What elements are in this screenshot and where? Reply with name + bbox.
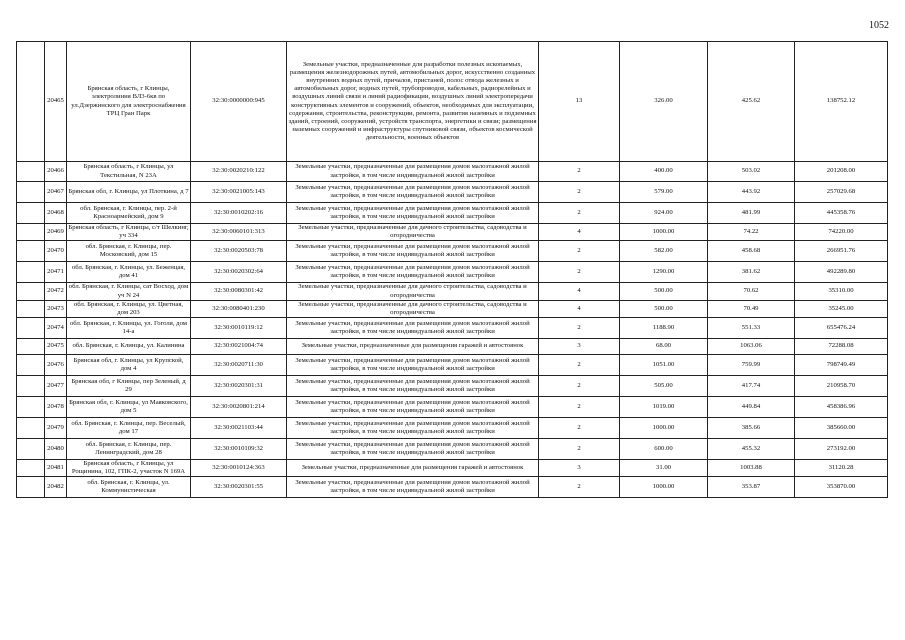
table-row xyxy=(17,162,888,182)
use-group-cell: 2 xyxy=(539,477,620,498)
area-cell: 1000.00 xyxy=(620,418,708,439)
use-group-cell: 2 xyxy=(539,355,620,376)
table-row xyxy=(17,318,888,339)
cadastral-number-cell: 32:30:0080301:42 xyxy=(191,283,287,300)
specific-value-cell: 1003.88 xyxy=(708,460,795,477)
table-row xyxy=(17,241,888,262)
table-row xyxy=(17,203,888,224)
cadastral-value-cell: 35310.00 xyxy=(795,283,888,300)
address-cell: обл. Брянская, г. Клинцы, пер. Московский, дом 15 xyxy=(67,241,191,262)
cadastral-value-cell: 655476.24 xyxy=(795,318,888,339)
land-use-cell: Земельные участки, предназначенные для размещения домов малоэтажной жилой застройки, в том числе индивидуальной жилой застройки xyxy=(287,182,539,203)
address-cell: обл. Брянская, г. Клинцы, ул. Калинина xyxy=(67,339,191,355)
table-row xyxy=(17,397,888,418)
area-cell: 1290.00 xyxy=(620,262,708,283)
specific-value-cell: 425.62 xyxy=(708,42,795,162)
area-cell: 1019.00 xyxy=(620,397,708,418)
cadastral-value-cell: 31120.28 xyxy=(795,460,888,477)
specific-value-cell: 385.66 xyxy=(708,418,795,439)
specific-value-cell: 503.02 xyxy=(708,162,795,182)
land-use-cell: Земельные участки, предназначенные для размещения домов малоэтажной жилой застройки, в том числе индивидуальной жилой застройки xyxy=(287,397,539,418)
row-number-cell: 20476 xyxy=(45,355,67,376)
specific-value-cell: 481.99 xyxy=(708,203,795,224)
address-cell: Брянская обл, г. Клинцы, ул Маяковского, дом 5 xyxy=(67,397,191,418)
cadastral-value-table xyxy=(16,41,888,498)
cadastral-value-cell: 353870.00 xyxy=(795,477,888,498)
use-group-cell: 2 xyxy=(539,241,620,262)
area-cell: 1000.00 xyxy=(620,224,708,241)
cadastral-number-cell: 32:30:0020210:122 xyxy=(191,162,287,182)
cadastral-value-cell: 257029.68 xyxy=(795,182,888,203)
cadastral-value-cell: 138752.12 xyxy=(795,42,888,162)
cadastral-value-cell: 458386.96 xyxy=(795,397,888,418)
cadastral-value-cell: 445358.76 xyxy=(795,203,888,224)
cadastral-value-cell: 210958.70 xyxy=(795,376,888,397)
use-group-cell: 4 xyxy=(539,224,620,241)
specific-value-cell: 381.62 xyxy=(708,262,795,283)
row-number-cell: 20482 xyxy=(45,477,67,498)
table-row xyxy=(17,182,888,203)
empty-cell xyxy=(17,418,45,439)
cadastral-value-cell: 201208.00 xyxy=(795,162,888,182)
land-use-cell: Земельные участки, предназначенные для размещения гаражей и автостоянок xyxy=(287,339,539,355)
specific-value-cell: 759.99 xyxy=(708,355,795,376)
area-cell: 924.00 xyxy=(620,203,708,224)
specific-value-cell: 455.32 xyxy=(708,439,795,460)
specific-value-cell: 458.68 xyxy=(708,241,795,262)
land-use-cell: Земельные участки, предназначенные для размещения домов малоэтажной жилой застройки, в том числе индивидуальной жилой застройки xyxy=(287,318,539,339)
cadastral-number-cell: 32:30:0010202:16 xyxy=(191,203,287,224)
cadastral-value-cell: 72288.08 xyxy=(795,339,888,355)
specific-value-cell: 417.74 xyxy=(708,376,795,397)
cadastral-number-cell: 32:30:0021103:44 xyxy=(191,418,287,439)
row-number-cell: 20470 xyxy=(45,241,67,262)
area-cell: 600.00 xyxy=(620,439,708,460)
row-number-cell: 20469 xyxy=(45,224,67,241)
empty-cell xyxy=(17,477,45,498)
address-cell: Брянская обл, г. Клинцы, ул Крупской, дом 4 xyxy=(67,355,191,376)
use-group-cell: 2 xyxy=(539,418,620,439)
address-cell: Брянская обл, г Клинцы, пер Зеленый, д 29 xyxy=(67,376,191,397)
land-use-cell: Земельные участки, предназначенные для размещения домов малоэтажной жилой застройки, в том числе индивидуальной жилой застройки xyxy=(287,355,539,376)
empty-cell xyxy=(17,318,45,339)
specific-value-cell: 353.87 xyxy=(708,477,795,498)
address-cell: обл. Брянская, г. Клинцы, ул. Беженцая, дом 41 xyxy=(67,262,191,283)
empty-cell xyxy=(17,42,45,162)
land-use-cell: Земельные участки, предназначенные для размещения домов малоэтажной жилой застройки, в том числе индивидуальной жилой застройки xyxy=(287,477,539,498)
row-number-cell: 20473 xyxy=(45,300,67,317)
use-group-cell: 2 xyxy=(539,318,620,339)
use-group-cell: 13 xyxy=(539,42,620,162)
cadastral-number-cell: 32:30:0020801:214 xyxy=(191,397,287,418)
cadastral-number-cell: 32:30:0021005:143 xyxy=(191,182,287,203)
row-number-cell: 20481 xyxy=(45,460,67,477)
table-row xyxy=(17,262,888,283)
area-cell: 579.00 xyxy=(620,182,708,203)
address-cell: Брянская обл, г. Клинцы, ул Плоткина, д 7 xyxy=(67,182,191,203)
area-cell: 1000.00 xyxy=(620,477,708,498)
use-group-cell: 2 xyxy=(539,162,620,182)
use-group-cell: 2 xyxy=(539,203,620,224)
empty-cell xyxy=(17,376,45,397)
cadastral-value-cell: 35245.00 xyxy=(795,300,888,317)
empty-cell xyxy=(17,300,45,317)
area-cell: 500.00 xyxy=(620,283,708,300)
row-number-cell: 20467 xyxy=(45,182,67,203)
use-group-cell: 2 xyxy=(539,397,620,418)
empty-cell xyxy=(17,283,45,300)
address-cell: Брянская область, г Клинцы, с/т Шелкинг, уч 334 xyxy=(68,224,189,240)
address-cell: Брянская область, г Клинцы, ул Текстильная, N 23А xyxy=(67,162,191,182)
empty-cell xyxy=(17,182,45,203)
table-row xyxy=(17,339,888,355)
specific-value-cell: 551.33 xyxy=(708,318,795,339)
cadastral-value-cell: 492289.80 xyxy=(795,262,888,283)
use-group-cell: 2 xyxy=(539,439,620,460)
table-row xyxy=(17,355,888,376)
address-cell: обл. Брянская, г. Клинцы, пер. Ленинградский, дом 28 xyxy=(67,439,191,460)
cadastral-number-cell: 32:30:0021004:74 xyxy=(191,339,287,355)
land-use-cell: Земельные участки, предназначенные для дачного строительства, садоводства и огородничества xyxy=(287,300,539,317)
land-use-cell: Земельные участки, предназначенные для размещения домов малоэтажной жилой застройки, в том числе индивидуальной жилой застройки xyxy=(287,162,539,182)
cadastral-value-cell: 385660.00 xyxy=(795,418,888,439)
cadastral-value-cell: 266951.76 xyxy=(795,241,888,262)
table-row xyxy=(17,477,888,498)
specific-value-cell: 70.49 xyxy=(708,300,795,317)
row-number-cell: 20478 xyxy=(45,397,67,418)
table-row xyxy=(17,42,888,162)
cadastral-number-cell: 32:30:0000000:945 xyxy=(191,42,287,162)
table-row xyxy=(17,283,888,300)
land-use-cell: Земельные участки, предназначенные для размещения домов малоэтажной жилой застройки, в том числе индивидуальной жилой застройки xyxy=(287,418,539,439)
area-cell: 68.00 xyxy=(620,339,708,355)
table-body xyxy=(17,42,888,498)
row-number-cell: 20479 xyxy=(45,418,67,439)
area-cell: 1188.90 xyxy=(620,318,708,339)
row-number-cell: 20474 xyxy=(45,318,67,339)
area-cell: 505.00 xyxy=(620,376,708,397)
area-cell: 31.00 xyxy=(620,460,708,477)
area-cell: 500.00 xyxy=(620,300,708,317)
cadastral-number-cell: 32:30:0060101:313 xyxy=(191,224,287,241)
cadastral-value-cell: 273192.00 xyxy=(795,439,888,460)
address-cell: обл. Брянская, г. Клинцы, пер. 2-й Красноармейский, дом 9 xyxy=(67,203,191,224)
land-use-cell: Земельные участки, предназначенные для размещения гаражей и автостоянок xyxy=(287,460,539,477)
specific-value-cell: 449.84 xyxy=(708,397,795,418)
cadastral-number-cell: 32:30:0020503:78 xyxy=(191,241,287,262)
land-use-cell: Земельные участки, предназначенные для дачного строительства, садоводства и огородничества xyxy=(287,224,539,241)
empty-cell xyxy=(17,355,45,376)
table-row xyxy=(17,418,888,439)
table-row xyxy=(17,439,888,460)
cadastral-number-cell: 32:30:0010109:32 xyxy=(191,439,287,460)
address-cell: обл. Брянская, г. Клинцы, пер. Веселый, дом 17 xyxy=(67,418,191,439)
cadastral-number-cell: 32:30:0020711:30 xyxy=(191,355,287,376)
address-cell: обл. Брянская, г. Клинцы, ул. Гоголя, дом 14-а xyxy=(67,318,191,339)
specific-value-cell: 443.92 xyxy=(708,182,795,203)
area-cell: 400.00 xyxy=(620,162,708,182)
table-row xyxy=(17,300,888,317)
specific-value-cell: 74.22 xyxy=(708,224,795,241)
table-row xyxy=(17,224,888,241)
row-number-cell: 20465 xyxy=(45,42,67,162)
use-group-cell: 2 xyxy=(539,376,620,397)
land-use-cell: Земельные участки, предназначенные для размещения домов малоэтажной жилой застройки, в том числе индивидуальной жилой застройки xyxy=(287,203,539,224)
cadastral-value-cell: 798749.49 xyxy=(795,355,888,376)
row-number-cell: 20477 xyxy=(45,376,67,397)
row-number-cell: 20480 xyxy=(45,439,67,460)
use-group-cell: 3 xyxy=(539,339,620,355)
land-use-cell: Земельные участки, предназначенные для размещения домов малоэтажной жилой застройки, в том числе индивидуальной жилой застройки xyxy=(287,241,539,262)
address-cell: обл. Брянская, г. Клинцы, сат Восход, дом уч N 24 xyxy=(67,283,191,300)
empty-cell xyxy=(17,241,45,262)
specific-value-cell: 70.62 xyxy=(708,283,795,300)
cadastral-number-cell: 32:30:0010119:12 xyxy=(191,318,287,339)
row-number-cell: 20468 xyxy=(45,203,67,224)
row-number-cell: 20475 xyxy=(45,339,67,355)
empty-cell xyxy=(17,203,45,224)
land-use-cell: Земельные участки, предназначенные для размещения домов малоэтажной жилой застройки, в том числе индивидуальной жилой застройки xyxy=(287,262,539,283)
area-cell: 582.00 xyxy=(620,241,708,262)
empty-cell xyxy=(17,224,45,241)
address-cell: обл. Брянская, г. Клинцы, ул. Цветная, дом 203 xyxy=(67,300,191,317)
cadastral-number-cell: 32:30:0020301:55 xyxy=(191,477,287,498)
table-row xyxy=(17,460,888,477)
use-group-cell: 4 xyxy=(539,283,620,300)
empty-cell xyxy=(17,262,45,283)
area-cell: 1051.00 xyxy=(620,355,708,376)
cadastral-number-cell: 32:30:0020301:31 xyxy=(191,376,287,397)
land-use-cell: Земельные участки, предназначенные для размещения домов малоэтажной жилой застройки, в том числе индивидуальной жилой застройки xyxy=(287,376,539,397)
table-row xyxy=(17,376,888,397)
row-number-cell: 20466 xyxy=(45,162,67,182)
address-cell: Брянская область, г Клинцы, ул Рощинина, 102, ГПК-2, участок N 169А xyxy=(67,460,191,477)
use-group-cell: 2 xyxy=(539,182,620,203)
cadastral-number-cell: 32:30:0020302:64 xyxy=(191,262,287,283)
cadastral-value-cell: 74220.00 xyxy=(795,224,888,241)
empty-cell xyxy=(17,397,45,418)
specific-value-cell: 1063.06 xyxy=(708,339,795,355)
land-use-cell: Земельные участки, предназначенные для разработки полезных ископаемых, размещения железнодорожных путей, автомобильных дорог, искусственно созданных внутренних водных путей, причалов, пристаней, полос отвода железных и автомобильных дорог, водных путей, трубопроводов, кабельных, радиорелейных и воздушных линий связи и линий радиофикации, воздушных линий электропередачи конструктивных элементов и сооружений, объектов, необходимых для эксплуатации, содержания, строительства, реконструкции, ремонта, развития наземных и подземных зданий, строений, сооружений, устройств транспорта, энергетики и связи; размещения наземных сооружений и инфраструктуры спутниковой связи, объектов космической деятельности, военных объектов xyxy=(287,42,539,162)
page-number: 1052 xyxy=(869,20,889,31)
use-group-cell: 2 xyxy=(539,262,620,283)
empty-cell xyxy=(17,460,45,477)
cadastral-number-cell: 32:30:0080401:230 xyxy=(191,300,287,317)
use-group-cell: 3 xyxy=(539,460,620,477)
empty-cell xyxy=(17,162,45,182)
row-number-cell: 20471 xyxy=(45,262,67,283)
area-cell: 326.00 xyxy=(620,42,708,162)
land-use-cell: Земельные участки, предназначенные для размещения домов малоэтажной жилой застройки, в том числе индивидуальной жилой застройки xyxy=(287,439,539,460)
empty-cell xyxy=(17,339,45,355)
cadastral-number-cell: 32:30:0010124:363 xyxy=(191,460,287,477)
land-use-cell: Земельные участки, предназначенные для дачного строительства, садоводства и огородничества xyxy=(287,283,539,300)
address-cell: Брянская область, г Клинцы, электролиния ВЛ3-6кв по ул.Дзержинского для электроснабжения ТРЦ Гран Парк xyxy=(67,42,191,162)
row-number-cell: 20472 xyxy=(45,283,67,300)
address-cell: обл. Брянская, г. Клинцы, ул. Коммунистическая xyxy=(67,477,191,498)
use-group-cell: 4 xyxy=(539,300,620,317)
empty-cell xyxy=(17,439,45,460)
